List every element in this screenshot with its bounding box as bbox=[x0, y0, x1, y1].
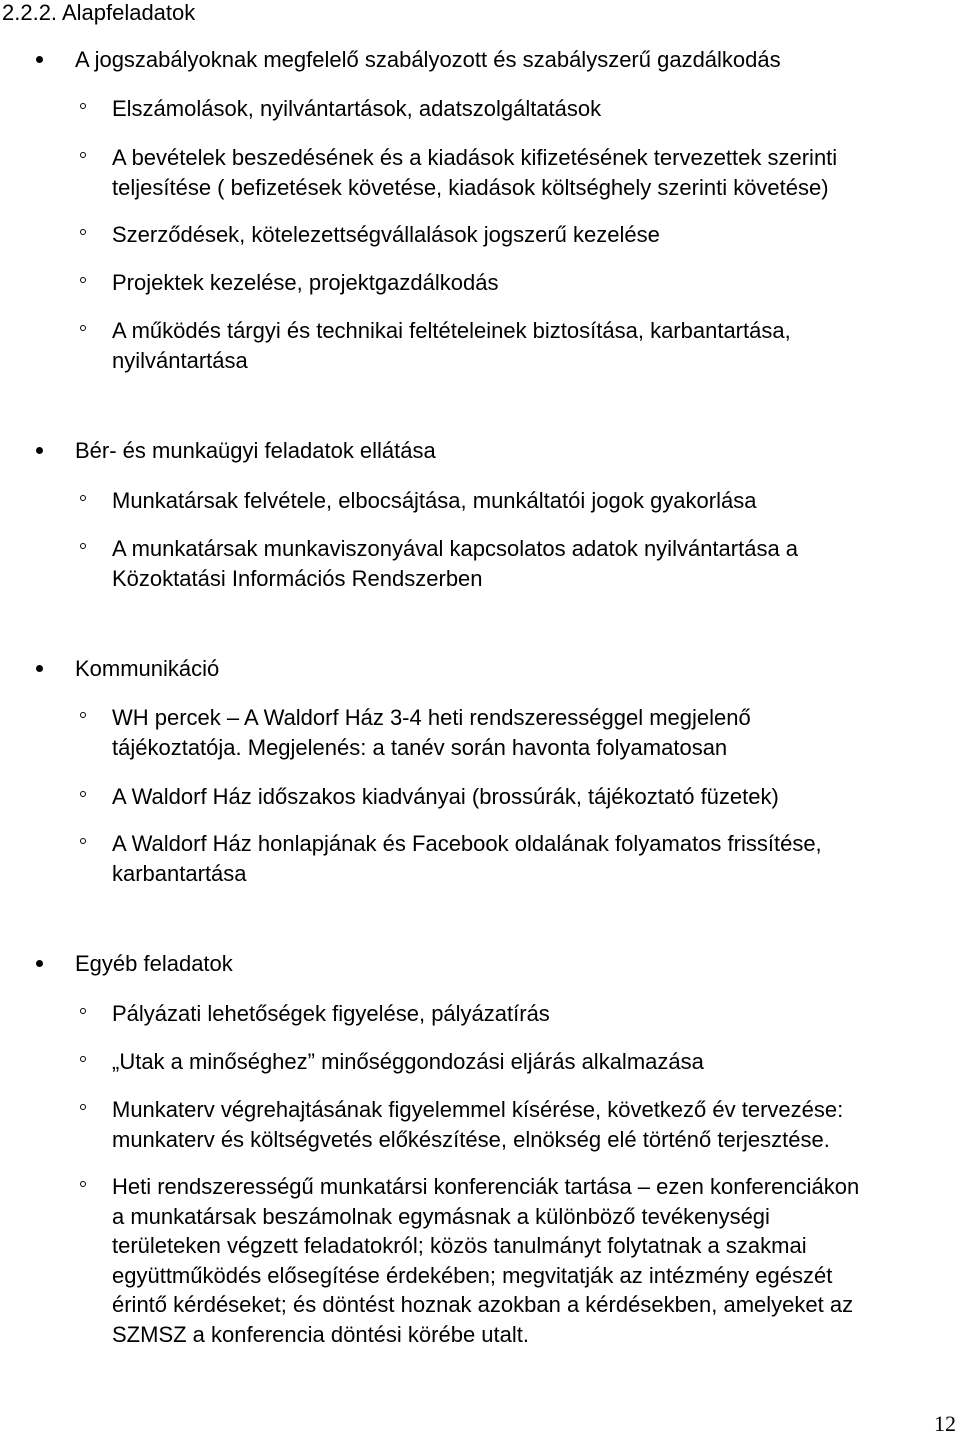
sub-item-text-line: munkaterv és költségvetés előkészítése, elnökség elé történő terjesztése. bbox=[112, 1126, 830, 1152]
sub-item-text-line: A működés tárgyi és technikai feltételeinek biztosítása, karbantartása, bbox=[112, 318, 791, 343]
hollow-circle-icon bbox=[80, 534, 89, 543]
hollow-circle-icon bbox=[80, 94, 89, 103]
hollow-circle-icon bbox=[80, 143, 89, 152]
sub-item-text-line: nyilvántartása bbox=[112, 347, 248, 373]
hollow-circle-icon bbox=[80, 703, 89, 712]
sub-item-text-line: A Waldorf Ház időszakos kiadványai (brossúrák, tájékoztató füzetek) bbox=[112, 784, 779, 809]
section-heading: 2.2.2. Alapfeladatok bbox=[2, 0, 196, 25]
sub-item-text-line: Közoktatási Információs Rendszerben bbox=[112, 565, 483, 591]
sub-item-text-line: Munkaterv végrehajtásának figyelemmel kísérése, következő év tervezése: bbox=[112, 1097, 844, 1122]
sub-item-text-line: Pályázati lehetőségek figyelése, pályázatírás bbox=[112, 1001, 550, 1026]
hollow-circle-icon bbox=[80, 829, 89, 838]
sub-item-text-line: „Utak a minőséghez” minőséggondozási eljárás alkalmazása bbox=[112, 1049, 704, 1074]
sub-item-text-line: tájékoztatója. Megjelenés: a tanév során havonta folyamatosan bbox=[112, 734, 728, 760]
bullet-dot-icon bbox=[36, 438, 46, 448]
sub-item-text-line: Projektek kezelése, projektgazdálkodás bbox=[112, 270, 499, 295]
bullet-dot-icon bbox=[36, 47, 46, 57]
sub-item-text-line: Szerződések, kötelezettségvállalások jogszerű kezelése bbox=[112, 222, 660, 247]
bullet-label: A jogszabályoknak megfelelő szabályozott és szabályszerű gazdálkodás bbox=[75, 47, 781, 72]
hollow-circle-icon bbox=[80, 782, 89, 791]
sub-item-text-line: Munkatársak felvétele, elbocsájtása, munkáltatói jogok gyakorlása bbox=[112, 488, 757, 513]
sub-item-text-line: teljesítése ( befizetések követése, kiadások költséghely szerinti követése) bbox=[112, 174, 829, 200]
hollow-circle-icon bbox=[80, 220, 89, 229]
sub-item-text-line: A Waldorf Ház honlapjának és Facebook oldalának folyamatos frissítése, bbox=[112, 831, 822, 856]
hollow-circle-icon bbox=[80, 1095, 89, 1104]
sub-item-text-line: SZMSZ a konferencia döntési körébe utalt. bbox=[112, 1321, 529, 1347]
sub-item-text-line: érintő kérdéseket; és döntést hoznak azokban a kérdésekben, amelyeket az bbox=[112, 1292, 854, 1317]
sub-item-text-line: a munkatársak beszámolnak egymásnak a különböző tevékenységi bbox=[112, 1203, 770, 1229]
hollow-circle-icon bbox=[80, 316, 89, 325]
bullet-label: Bér- és munkaügyi feladatok ellátása bbox=[75, 438, 436, 463]
hollow-circle-icon bbox=[80, 1172, 89, 1181]
hollow-circle-icon bbox=[80, 486, 89, 495]
bullet-label: Egyéb feladatok bbox=[75, 951, 233, 976]
sub-item-text-line: együttműködés elősegítése érdekében; megvitatják az intézmény egészét bbox=[112, 1262, 833, 1288]
bullet-dot-icon bbox=[36, 656, 46, 666]
sub-item-text-line: Elszámolások, nyilvántartások, adatszolgáltatások bbox=[112, 96, 602, 121]
hollow-circle-icon bbox=[80, 1047, 89, 1056]
hollow-circle-icon bbox=[80, 999, 89, 1008]
bullet-label: Kommunikáció bbox=[75, 656, 220, 681]
sub-item-text-line: Heti rendszerességű munkatársi konferenciák tartása – ezen konferenciákon bbox=[112, 1174, 860, 1199]
page-number: 12 bbox=[934, 1411, 956, 1436]
sub-item-text-line: karbantartása bbox=[112, 860, 247, 886]
sub-item-text-line: WH percek – A Waldorf Ház 3-4 heti rendszerességgel megjelenő bbox=[112, 705, 751, 730]
sub-item-text-line: A bevételek beszedésének és a kiadások kifizetésének tervezettek szerinti bbox=[112, 145, 838, 170]
bullet-dot-icon bbox=[36, 951, 46, 961]
hollow-circle-icon bbox=[80, 268, 89, 277]
sub-item-text-line: területeken végzett feladatokról; közös tanulmányt folytatnak a szakmai bbox=[112, 1233, 807, 1258]
sub-item-text-line: A munkatársak munkaviszonyával kapcsolatos adatok nyilvántartása a bbox=[112, 536, 799, 561]
